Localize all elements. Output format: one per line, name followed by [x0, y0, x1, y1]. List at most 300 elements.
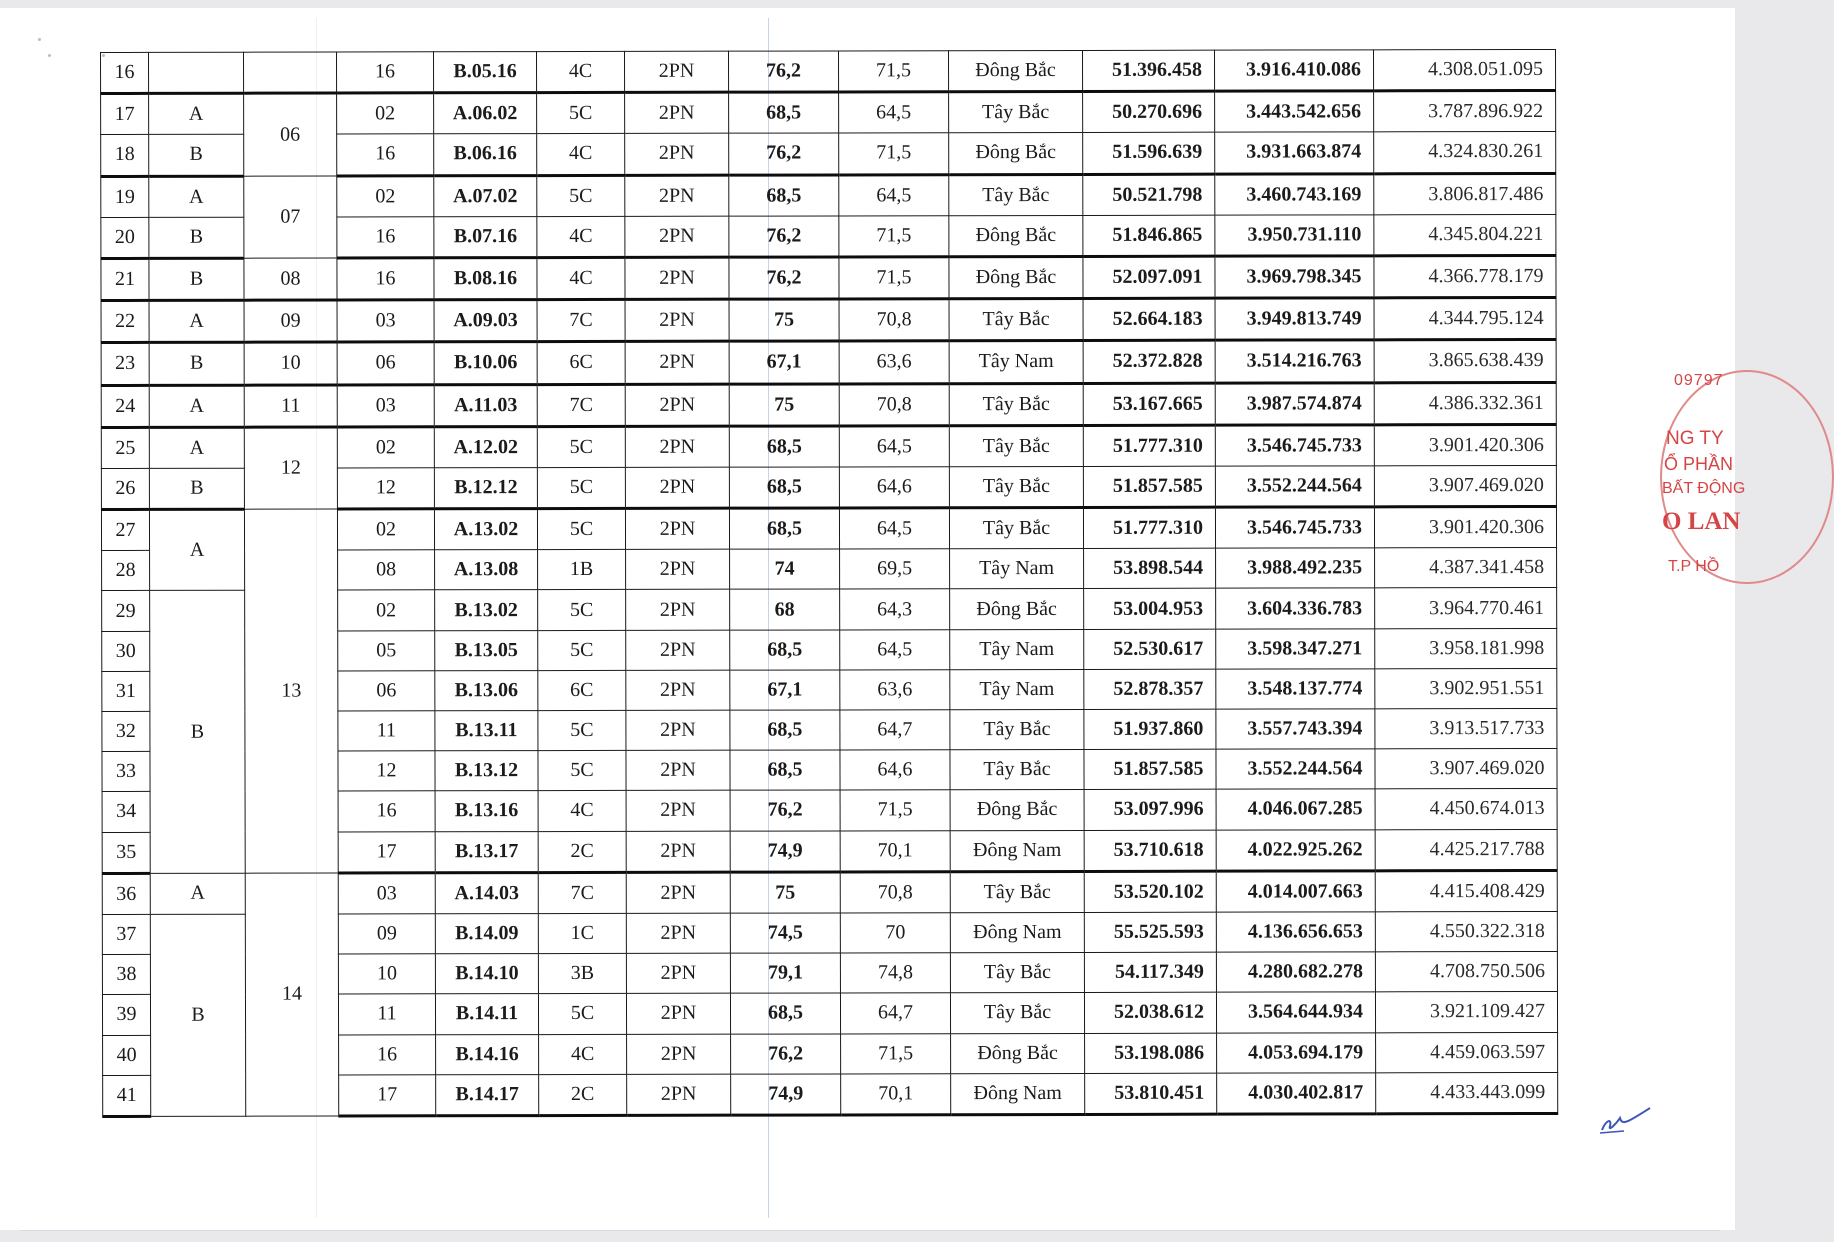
apartment-type-cell: 5C: [537, 508, 625, 549]
row-number-cell: 36: [102, 873, 150, 914]
unit-price-cell: 53.898.544: [1084, 548, 1216, 588]
net-area-cell: 63,6: [840, 670, 950, 710]
view-direction-cell: Tây Nam: [950, 549, 1084, 589]
apartment-code-cell: A.13.02: [434, 509, 537, 550]
stamp-line: BẤT ĐỘNG: [1662, 480, 1746, 497]
bedrooms-cell: 2PN: [626, 750, 730, 790]
apartment-type-cell: 5C: [538, 994, 626, 1034]
gross-area-cell: 67,1: [730, 670, 840, 710]
unit-number-cell: 16: [339, 1034, 436, 1074]
apartment-type-cell: 1C: [538, 913, 626, 953]
price-incl-vat-cell: 4.708.750.506: [1375, 952, 1557, 993]
net-area-cell: 71,5: [839, 257, 949, 299]
gross-area-cell: 76,2: [728, 51, 838, 92]
apartment-code-cell: B.14.17: [436, 1074, 539, 1115]
row-number-cell: 22: [101, 301, 149, 343]
price-excl-vat-cell: 4.136.656.653: [1216, 912, 1375, 953]
apartment-code-cell: B.12.12: [434, 467, 537, 508]
table-row: [101, 382, 1556, 427]
price-excl-vat-cell: 3.546.745.733: [1215, 507, 1374, 549]
unit-price-cell: 54.117.349: [1084, 952, 1216, 992]
row-number-cell: 27: [101, 509, 149, 550]
net-area-cell: 63,6: [839, 341, 949, 383]
bedrooms-cell: 2PN: [626, 590, 730, 630]
stamp-line: 09797: [1674, 372, 1724, 389]
row-number-cell: 29: [102, 591, 150, 631]
price-excl-vat-cell: 4.022.925.262: [1216, 829, 1375, 871]
stamp-line: NG TY: [1666, 428, 1724, 449]
block-cell: B: [149, 343, 244, 385]
view-direction-cell: Tây Bắc: [949, 299, 1083, 341]
net-area-cell: 70: [840, 913, 950, 953]
view-direction-cell: Tây Bắc: [949, 174, 1083, 215]
stamp-ring: [1660, 370, 1834, 584]
apartment-code-cell: B.14.09: [435, 914, 538, 954]
bedrooms-cell: 2PN: [626, 993, 730, 1033]
gross-area-cell: 74,9: [730, 831, 840, 872]
price-excl-vat-cell: 3.546.745.733: [1215, 425, 1374, 467]
unit-price-cell: 51.596.639: [1083, 133, 1215, 174]
apartment-type-cell: 5C: [538, 590, 626, 630]
apartment-type-cell: 1B: [538, 550, 626, 590]
table-row: [101, 49, 1556, 93]
price-excl-vat-cell: 3.916.410.086: [1214, 50, 1373, 92]
price-incl-vat-cell: 3.901.420.306: [1374, 507, 1556, 549]
signature-mark: [1598, 1100, 1654, 1136]
unit-price-cell: 53.167.665: [1083, 383, 1215, 425]
price-incl-vat-cell: 3.907.469.020: [1375, 749, 1557, 790]
apartment-price-table: [100, 49, 1558, 1118]
unit-price-cell: 51.937.860: [1084, 709, 1216, 749]
stamp-line: T.P HỒ: [1668, 558, 1720, 575]
bedrooms-cell: 2PN: [626, 953, 730, 993]
bedrooms-cell: 2PN: [626, 913, 730, 953]
net-area-cell: 70,8: [839, 299, 949, 341]
bedrooms-cell: 2PN: [625, 384, 729, 426]
gross-area-cell: 75: [730, 872, 840, 913]
unit-number-cell: 12: [337, 468, 434, 509]
net-area-cell: 64,5: [840, 629, 950, 669]
unit-price-cell: 52.372.828: [1083, 340, 1215, 382]
unit-price-cell: 52.878.357: [1084, 669, 1216, 709]
apartment-type-cell: 4C: [539, 1034, 627, 1074]
price-incl-vat-cell: 4.459.063.597: [1376, 1032, 1558, 1073]
gross-area-cell: 68,5: [729, 92, 839, 133]
unit-number-cell: 17: [338, 831, 435, 872]
net-area-cell: 64,5: [839, 174, 949, 215]
block-cell: A: [149, 427, 244, 468]
floor-cell: 12: [244, 427, 337, 510]
price-incl-vat-cell: 4.345.804.221: [1374, 214, 1556, 256]
price-excl-vat-cell: 3.557.743.394: [1216, 709, 1375, 750]
gross-area-cell: 76,2: [729, 216, 839, 257]
net-area-cell: 64,3: [840, 589, 950, 629]
price-excl-vat-cell: 3.552.244.564: [1216, 749, 1375, 790]
view-direction-cell: Đông Bắc: [949, 133, 1083, 174]
apartment-type-cell: 4C: [537, 257, 625, 299]
unit-number-cell: 06: [338, 671, 435, 711]
bedrooms-cell: 2PN: [626, 791, 730, 831]
block-cell: A: [149, 93, 244, 134]
unit-number-cell: 03: [337, 384, 434, 426]
floor-cell: 11: [244, 385, 337, 427]
apartment-type-cell: 5C: [538, 630, 626, 670]
unit-price-cell: 52.097.091: [1083, 256, 1215, 298]
apartment-type-cell: 5C: [537, 93, 625, 134]
view-direction-cell: Tây Bắc: [950, 953, 1084, 993]
bedrooms-cell: 2PN: [625, 299, 729, 341]
price-excl-vat-cell: 4.014.007.663: [1216, 871, 1375, 913]
price-incl-vat-cell: 4.366.778.179: [1374, 255, 1556, 298]
table-row: [101, 424, 1556, 468]
unit-number-cell: 03: [338, 873, 435, 914]
net-area-cell: 64,7: [840, 993, 950, 1033]
unit-price-cell: 53.004.953: [1084, 589, 1216, 629]
gross-area-cell: 68,5: [730, 750, 840, 790]
unit-number-cell: 16: [337, 52, 434, 93]
apartment-code-cell: B.13.17: [435, 831, 538, 872]
row-number-cell: 23: [101, 343, 149, 385]
gross-area-cell: 68,5: [729, 175, 839, 216]
view-direction-cell: Tây Nam: [950, 629, 1084, 669]
unit-price-cell: 51.777.310: [1083, 507, 1215, 548]
view-direction-cell: Đông Nam: [950, 830, 1084, 871]
net-area-cell: 69,5: [840, 549, 950, 589]
apartment-type-cell: 7C: [537, 384, 625, 426]
apartment-type-cell: 5C: [537, 426, 625, 467]
unit-price-cell: 53.198.086: [1085, 1033, 1217, 1073]
gross-area-cell: 76,2: [729, 257, 839, 299]
net-area-cell: 74,8: [840, 953, 950, 993]
floor-cell: 10: [244, 342, 337, 384]
view-direction-cell: Tây Bắc: [950, 709, 1084, 749]
apartment-code-cell: A.09.03: [434, 300, 537, 342]
price-incl-vat-cell: 4.425.217.788: [1375, 829, 1557, 871]
apartment-type-cell: 5C: [537, 175, 625, 216]
view-direction-cell: Tây Bắc: [950, 871, 1084, 912]
unit-price-cell: 51.846.865: [1083, 215, 1215, 256]
bedrooms-cell: 2PN: [626, 549, 730, 589]
unit-number-cell: 16: [338, 791, 435, 831]
apartment-type-cell: 5C: [537, 467, 625, 508]
apartment-type-cell: 4C: [537, 134, 625, 175]
unit-price-cell: 52.038.612: [1084, 992, 1216, 1032]
unit-price-cell: 50.270.696: [1083, 91, 1215, 132]
net-area-cell: 71,5: [839, 215, 949, 256]
price-excl-vat-cell: 3.443.542.656: [1215, 91, 1374, 133]
bedrooms-cell: 2PN: [624, 51, 728, 92]
block-cell: B: [149, 135, 244, 176]
apartment-type-cell: 4C: [537, 216, 625, 257]
view-direction-cell: Tây Nam: [950, 669, 1084, 709]
price-excl-vat-cell: 3.969.798.345: [1215, 256, 1374, 299]
price-incl-vat-cell: 4.386.332.361: [1374, 382, 1556, 425]
price-incl-vat-cell: 4.415.408.429: [1375, 870, 1557, 912]
gross-area-cell: 74,5: [730, 913, 840, 953]
unit-number-cell: 05: [338, 630, 435, 670]
unit-number-cell: 10: [338, 954, 435, 994]
net-area-cell: 64,5: [839, 425, 949, 466]
unit-number-cell: 12: [338, 751, 435, 791]
net-area-cell: 71,5: [841, 1033, 951, 1073]
net-area-cell: 70,1: [841, 1073, 951, 1114]
apartment-type-cell: 5C: [538, 751, 626, 791]
gross-area-cell: 68,5: [730, 630, 840, 670]
unit-price-cell: 51.777.310: [1083, 425, 1215, 466]
bedrooms-cell: 2PN: [625, 216, 729, 257]
net-area-cell: 64,5: [839, 508, 949, 549]
unit-number-cell: 16: [337, 258, 434, 300]
apartment-code-cell: B.13.02: [435, 590, 538, 630]
row-number-cell: 21: [101, 258, 149, 300]
row-number-cell: 31: [102, 671, 150, 711]
view-direction-cell: Đông Bắc: [949, 215, 1083, 256]
table-row: [101, 507, 1556, 551]
bedrooms-cell: 2PN: [626, 831, 730, 872]
unit-number-cell: 11: [338, 994, 435, 1034]
view-direction-cell: Đông Nam: [951, 1073, 1085, 1114]
unit-number-cell: 17: [339, 1074, 436, 1115]
block-cell: A: [149, 176, 244, 217]
price-excl-vat-cell: 4.046.067.285: [1216, 789, 1375, 830]
net-area-cell: 70,8: [839, 383, 949, 425]
view-direction-cell: Đông Nam: [950, 912, 1084, 952]
row-number-cell: 16: [101, 52, 149, 93]
unit-number-cell: 02: [337, 426, 434, 467]
table-row: [101, 340, 1556, 385]
gross-area-cell: 76,2: [731, 1033, 841, 1073]
price-incl-vat-cell: 4.344.795.124: [1374, 298, 1556, 341]
view-direction-cell: Tây Bắc: [949, 383, 1083, 425]
row-number-cell: 28: [102, 551, 150, 591]
apartment-code-cell: B.14.16: [436, 1034, 539, 1074]
apartment-code-cell: B.14.11: [435, 994, 538, 1034]
unit-number-cell: 09: [338, 914, 435, 954]
price-excl-vat-cell: 3.987.574.874: [1215, 382, 1374, 425]
block-cell: A: [149, 385, 244, 427]
apartment-code-cell: B.13.11: [435, 711, 538, 751]
table-row: [101, 255, 1556, 300]
table-row: [102, 870, 1557, 914]
price-excl-vat-cell: 3.931.663.874: [1215, 132, 1374, 174]
net-area-cell: 71,5: [838, 51, 948, 92]
row-number-cell: 40: [103, 1035, 151, 1075]
apartment-code-cell: A.11.03: [434, 384, 537, 426]
apartment-type-cell: 7C: [538, 872, 626, 913]
unit-price-cell: 52.664.183: [1083, 298, 1215, 340]
price-incl-vat-cell: 3.921.109.427: [1375, 992, 1557, 1033]
view-direction-cell: Tây Bắc: [949, 425, 1083, 466]
bedrooms-cell: 2PN: [627, 1034, 731, 1074]
block-cell: [149, 52, 244, 93]
view-direction-cell: Đông Bắc: [949, 256, 1083, 298]
price-incl-vat-cell: 4.550.322.318: [1375, 911, 1557, 952]
bedrooms-cell: 2PN: [625, 508, 729, 549]
view-direction-cell: Đông Bắc: [951, 1033, 1085, 1073]
page-bottom-edge: [20, 1230, 1720, 1231]
company-stamp: [1650, 370, 1746, 600]
gross-area-cell: 68,5: [730, 993, 840, 1033]
apartment-code-cell: A.06.02: [434, 93, 537, 134]
unit-price-cell: 53.710.618: [1084, 830, 1216, 871]
row-number-cell: 35: [102, 832, 150, 873]
unit-number-cell: 03: [337, 300, 434, 342]
unit-number-cell: 02: [337, 509, 434, 550]
unit-price-cell: 51.857.585: [1083, 466, 1215, 507]
apartment-type-cell: 4C: [538, 791, 626, 831]
block-cell: B: [149, 258, 244, 300]
block-cell: A: [150, 873, 245, 914]
price-incl-vat-cell: 3.964.770.461: [1375, 588, 1557, 629]
net-area-cell: 70,8: [840, 871, 950, 912]
unit-price-cell: 55.525.593: [1084, 912, 1216, 952]
unit-number-cell: 16: [337, 217, 434, 258]
stamp-line: Ổ PHẦN: [1664, 454, 1734, 474]
row-number-cell: 32: [102, 711, 150, 751]
block-cell: B: [149, 468, 244, 509]
net-area-cell: 64,7: [840, 710, 950, 750]
unit-price-cell: 51.857.585: [1084, 749, 1216, 789]
apartment-type-cell: 6C: [537, 342, 625, 384]
price-excl-vat-cell: 3.552.244.564: [1215, 466, 1374, 508]
row-number-cell: 41: [103, 1075, 151, 1116]
net-area-cell: 64,6: [839, 467, 949, 508]
price-excl-vat-cell: 3.988.492.235: [1216, 548, 1375, 589]
net-area-cell: 71,5: [839, 133, 949, 174]
unit-number-cell: 08: [338, 550, 435, 590]
gross-area-cell: 76,2: [729, 133, 839, 174]
bedrooms-cell: 2PN: [626, 710, 730, 750]
row-number-cell: 39: [102, 995, 150, 1035]
row-number-cell: 25: [101, 427, 149, 468]
floor-cell: 13: [244, 509, 338, 873]
price-excl-vat-cell: 4.030.402.817: [1217, 1073, 1376, 1115]
row-number-cell: 30: [102, 631, 150, 671]
view-direction-cell: Đông Bắc: [948, 50, 1082, 91]
floor-cell: 09: [244, 300, 337, 342]
unit-price-cell: 52.530.617: [1084, 629, 1216, 669]
view-direction-cell: Tây Nam: [949, 341, 1083, 383]
apartment-type-cell: 4C: [537, 51, 625, 92]
row-number-cell: 26: [101, 468, 149, 509]
price-incl-vat-cell: 4.450.674.013: [1375, 789, 1557, 830]
row-number-cell: 19: [101, 176, 149, 217]
gross-area-cell: 76,2: [730, 790, 840, 830]
price-excl-vat-cell: 4.280.682.278: [1216, 952, 1375, 993]
price-excl-vat-cell: 3.604.336.783: [1216, 588, 1375, 629]
price-incl-vat-cell: 4.324.830.261: [1374, 132, 1556, 174]
block-cell: B: [149, 217, 244, 258]
bedrooms-cell: 2PN: [626, 670, 730, 710]
price-incl-vat-cell: 3.913.517.733: [1375, 708, 1557, 749]
floor-cell: 14: [245, 873, 339, 1116]
apartment-type-cell: 7C: [537, 300, 625, 342]
price-incl-vat-cell: 3.806.817.486: [1374, 173, 1556, 215]
row-number-cell: 18: [101, 135, 149, 176]
price-incl-vat-cell: 3.865.638.439: [1374, 340, 1556, 383]
row-number-cell: 33: [102, 752, 150, 792]
gross-area-cell: 68,5: [729, 426, 839, 467]
apartment-type-cell: 3B: [538, 954, 626, 994]
gross-area-cell: 67,1: [729, 341, 839, 383]
bedrooms-cell: 2PN: [627, 1074, 731, 1115]
view-direction-cell: Đông Bắc: [950, 790, 1084, 830]
apartment-code-cell: B.13.12: [435, 751, 538, 791]
row-number-cell: 38: [102, 955, 150, 995]
apartment-code-cell: A.12.02: [434, 426, 537, 467]
apartment-code-cell: B.14.10: [435, 954, 538, 994]
unit-number-cell: 06: [337, 342, 434, 384]
price-incl-vat-cell: 4.308.051.095: [1373, 49, 1555, 91]
row-number-cell: 34: [102, 792, 150, 832]
price-incl-vat-cell: 3.901.420.306: [1374, 424, 1556, 466]
bedrooms-cell: 2PN: [626, 630, 730, 670]
price-excl-vat-cell: 3.548.137.774: [1216, 669, 1375, 710]
view-direction-cell: Tây Bắc: [950, 750, 1084, 790]
price-excl-vat-cell: 3.460.743.169: [1215, 173, 1374, 215]
price-incl-vat-cell: 3.902.951.551: [1375, 668, 1557, 709]
net-area-cell: 64,5: [839, 92, 949, 133]
gross-area-cell: 74: [730, 549, 840, 589]
scan-speck: [48, 54, 51, 57]
table-row: [101, 91, 1556, 135]
price-incl-vat-cell: 3.958.181.998: [1375, 628, 1557, 669]
bedrooms-cell: 2PN: [625, 426, 729, 467]
price-incl-vat-cell: 3.787.896.922: [1374, 91, 1556, 133]
unit-price-cell: 50.521.798: [1083, 174, 1215, 215]
table-row: [101, 298, 1556, 343]
apartment-type-cell: 6C: [538, 670, 626, 710]
table-body: [101, 49, 1558, 1116]
floor-cell: 07: [244, 176, 337, 259]
unit-price-cell: 53.810.451: [1085, 1073, 1217, 1114]
block-cell: B: [150, 914, 245, 1116]
apartment-code-cell: B.13.05: [435, 630, 538, 670]
gross-area-cell: 79,1: [730, 953, 840, 993]
price-excl-vat-cell: 3.564.644.934: [1216, 992, 1375, 1033]
apartment-code-cell: B.07.16: [434, 216, 537, 257]
floor-cell: 06: [244, 93, 337, 176]
apartment-type-cell: 5C: [538, 710, 626, 750]
bedrooms-cell: 2PN: [625, 341, 729, 383]
block-cell: A: [149, 509, 244, 591]
apartment-code-cell: A.07.02: [434, 175, 537, 216]
apartment-code-cell: B.05.16: [434, 52, 537, 93]
unit-price-cell: 53.520.102: [1084, 871, 1216, 912]
gross-area-cell: 68,5: [730, 710, 840, 750]
unit-number-cell: 02: [337, 175, 434, 216]
floor-cell: [244, 52, 337, 93]
apartment-type-cell: 2C: [538, 831, 626, 872]
gross-area-cell: 74,9: [731, 1074, 841, 1115]
row-number-cell: 17: [101, 94, 149, 135]
bedrooms-cell: 2PN: [625, 467, 729, 508]
price-excl-vat-cell: 4.053.694.179: [1217, 1032, 1376, 1073]
apartment-code-cell: B.10.06: [434, 342, 537, 384]
scan-speck: [38, 38, 41, 41]
price-incl-vat-cell: 4.387.341.458: [1375, 548, 1557, 589]
gross-area-cell: 75: [729, 383, 839, 425]
row-number-cell: 37: [102, 914, 150, 954]
bedrooms-cell: 2PN: [626, 872, 730, 913]
view-direction-cell: Tây Bắc: [950, 993, 1084, 1033]
apartment-code-cell: A.14.03: [435, 872, 538, 913]
unit-price-cell: 53.097.996: [1084, 790, 1216, 830]
bedrooms-cell: 2PN: [625, 175, 729, 216]
gross-area-cell: 68,5: [729, 467, 839, 508]
view-direction-cell: Tây Bắc: [949, 92, 1083, 133]
net-area-cell: 71,5: [840, 790, 950, 830]
